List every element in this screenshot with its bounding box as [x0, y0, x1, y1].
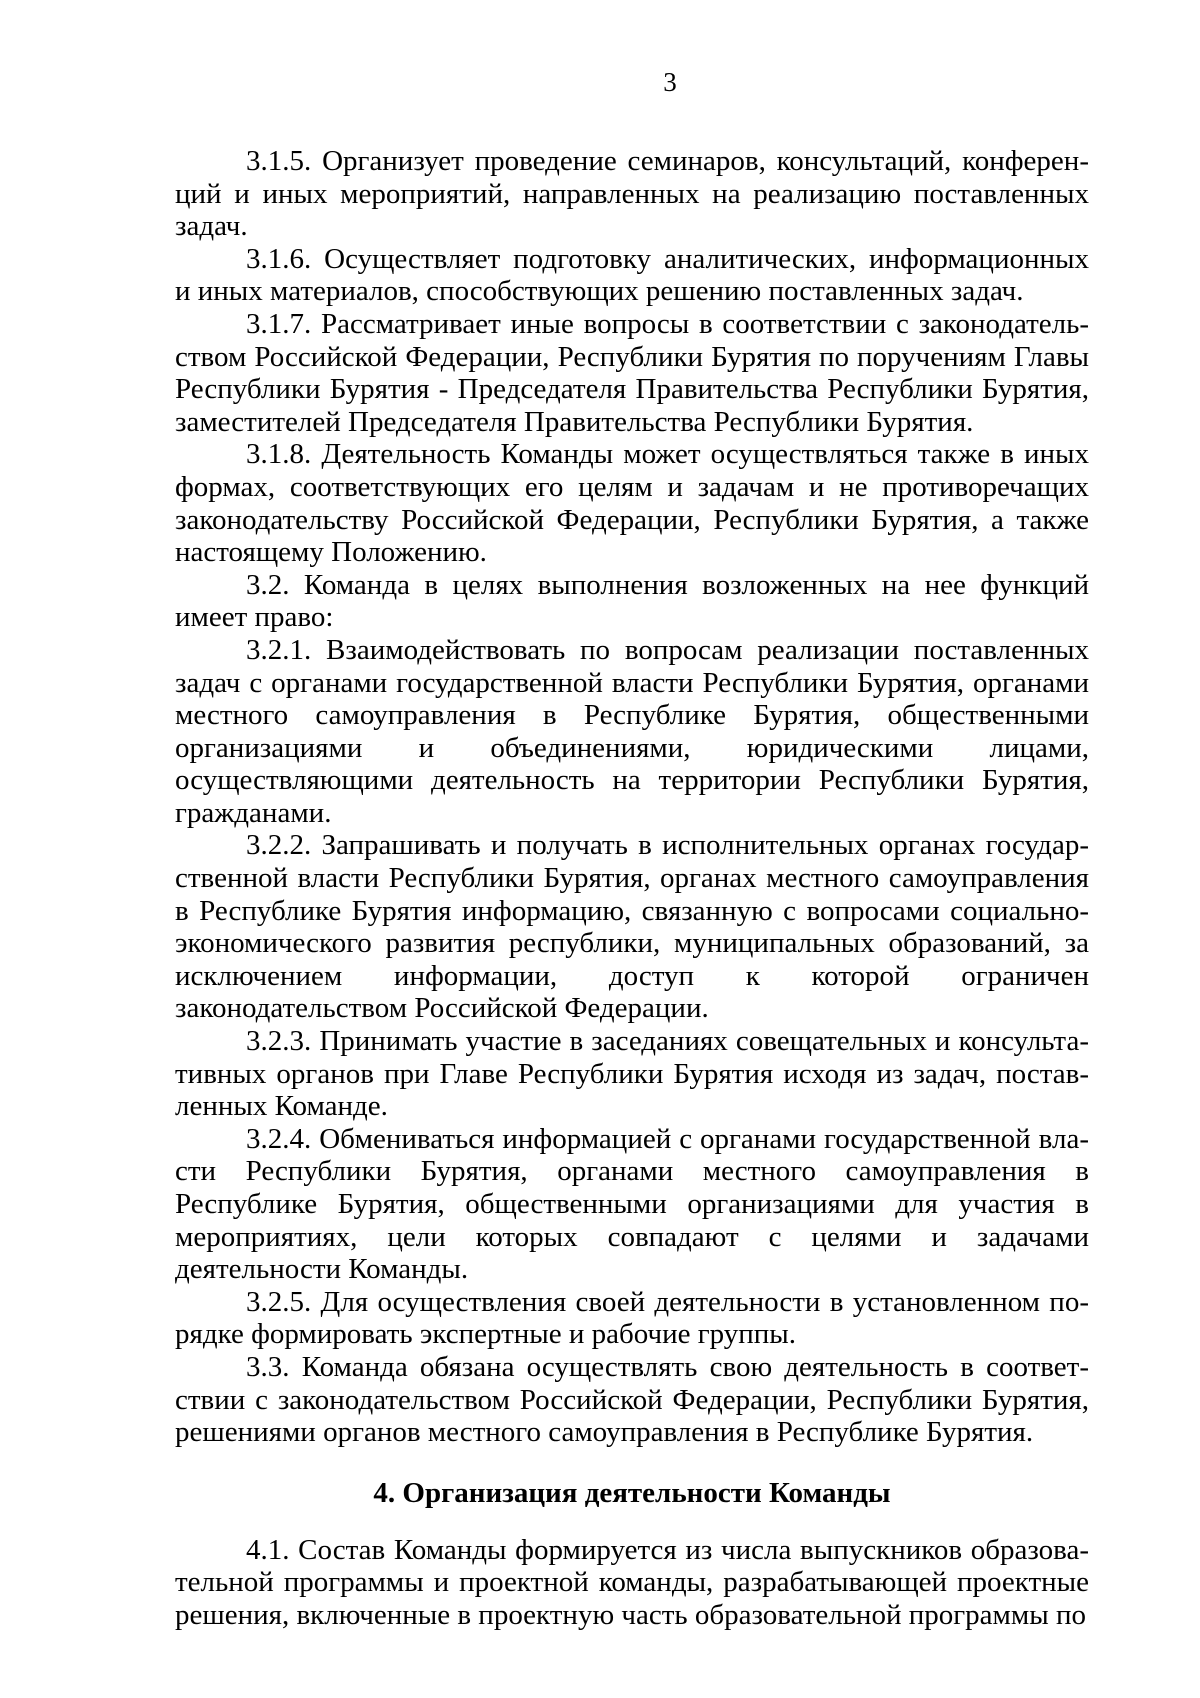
paragraph-3-2-2: 3.2.2. Запрашивать и получать в исполнительных органах государственной власти Республики Бурятия, органах местного самоуправления в Республике Бурятия информацию, связанную с вопросами социально-экономического развития республики, муниципальных образований, за исключением информации, доступ к которой ограничен законодательством Российской Федерации.: [175, 829, 1089, 1025]
paragraph-3-1-5: 3.1.5. Организует проведение семинаров, консультаций, конференций и иных мероприятий, направленных на реализацию поставленных задач.: [175, 145, 1089, 243]
paragraph-3-2-1: 3.2.1. Взаимодействовать по вопросам реализации поставленных задач с органами государственной власти Республики Бурятия, органами местного самоуправления в Республике Бурятия, общественными организациями и объединениями, юридическими лицами, осуществляющими деятельность на территории Республики Бурятия, гражданами.: [175, 633, 1089, 829]
page-number: 3: [663, 67, 677, 97]
paragraph-3-2-4: 3.2.4. Обмениваться информацией с органами государственной власти Республики Бурятия, органами местного самоуправления в Республике Бурятия, общественными организациями для участия в мероприятиях, цели которых совпадают с целями и задачами деятельности Команды.: [175, 1122, 1089, 1286]
paragraph-4-1: 4.1. Состав Команды формируется из числа выпускников образовательной программы и проектной команды, разрабатывающей проектные решения, включенные в проектную часть образовательной программы по: [175, 1533, 1089, 1631]
paragraph-3-2-3: 3.2.3. Принимать участие в заседаниях совещательных и консультативных органов при Главе Республики Бурятия исходя из задач, поставленных Команде.: [175, 1025, 1089, 1123]
paragraph-3-1-7: 3.1.7. Рассматривает иные вопросы в соответствии с законодательством Российской Федерации, Республики Бурятия по поручениям Главы Республики Бурятия - Председателя Правительства Республики Бурятия, заместителей Председателя Правительства Республики Бурятия.: [175, 307, 1089, 438]
paragraph-3-2: 3.2. Команда в целях выполнения возложенных на нее функций имеет право:: [175, 568, 1089, 634]
section-heading: 4. Организация деятельности Команды: [373, 1476, 891, 1509]
document-body: [175, 145, 1089, 1632]
paragraph-3-3: 3.3. Команда обязана осуществлять свою деятельность в соответствии с законодательством Российской Федерации, Республики Бурятия, решениями органов местного самоуправления в Республике Бурятия.: [175, 1350, 1089, 1449]
paragraph-3-1-6: 3.1.6. Осуществляет подготовку аналитических, информационных и иных материалов, способствующих решению поставленных задач.: [175, 242, 1089, 308]
paragraph-3-1-8: 3.1.8. Деятельность Команды может осуществляться также в иных формах, соответствующих его целям и задачам и не противоречащих законодательству Российской Федерации, Республики Бурятия, а также настоящему Положению.: [175, 438, 1089, 569]
paragraph-3-2-5: 3.2.5. Для осуществления своей деятельности в установленном порядке формировать экспертные и рабочие группы.: [175, 1285, 1089, 1351]
